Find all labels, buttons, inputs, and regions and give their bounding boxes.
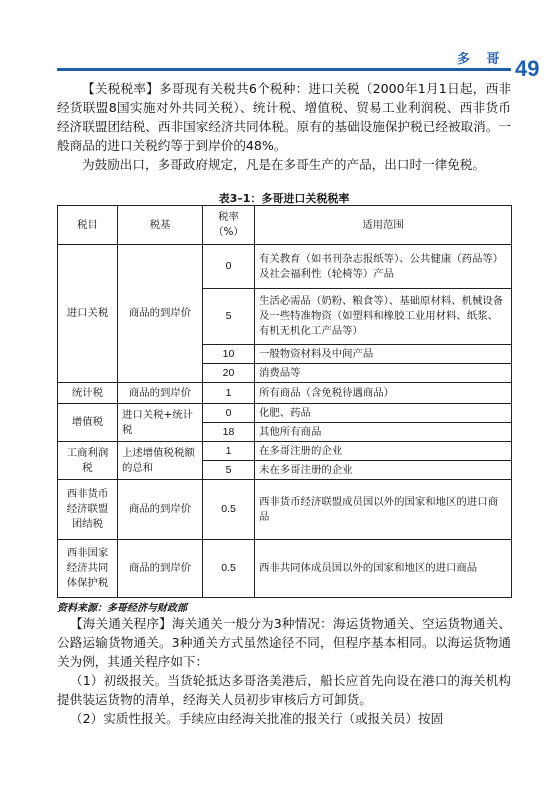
table-row	[58, 245, 512, 289]
cell-rate: 1	[203, 442, 255, 461]
cell-scope: 未在多哥注册的企业	[255, 461, 512, 480]
cell-base: 商品的到岸价	[118, 540, 203, 598]
cell-rate: 10	[203, 345, 255, 364]
page-number: 49	[515, 56, 540, 81]
cell-item: 增值税	[58, 404, 118, 442]
cell-base: 商品的到岸价	[118, 480, 203, 540]
cell-base: 商品的到岸价	[118, 383, 203, 404]
import-tax-table	[57, 205, 512, 598]
paragraph-tariff-rates: 【关税税率】多哥现有关税共6个税种：进口关税（2000年1月1日起，西非经货联盟8国实施对外共同关税）、统计税、增值税、贸易工业利润税、西非货币经济联盟团结税、西非国家经济共同体税。原有的基础设施保护税已经被取消。一般商品的进口关税约等于到岸价的48%。	[57, 81, 511, 153]
cell-rate: 0	[203, 404, 255, 423]
table-source: 资料来源：多哥经济与财政部	[57, 603, 187, 614]
cell-scope: 消费品等	[255, 364, 512, 383]
running-header-title: 多 哥	[457, 52, 506, 67]
cell-item: 统计税	[58, 383, 118, 404]
cell-rate: 18	[203, 423, 255, 442]
header-item: 税目	[58, 206, 118, 245]
cell-scope: 所有商品（含免税待遇商品）	[255, 383, 512, 404]
cell-rate: 5	[203, 461, 255, 480]
cell-scope: 西非共同体成员国以外的国家和地区的进口商品	[255, 540, 512, 598]
cell-rate: 20	[203, 364, 255, 383]
cell-item: 西非货币经济联盟团结税	[58, 480, 118, 540]
cell-item: 进口关税	[58, 245, 118, 383]
table-row	[58, 383, 512, 404]
cell-base: 进口关税+统计税	[118, 404, 203, 442]
table-caption: 表3–1：多哥进口关税税率	[218, 192, 350, 205]
table-header-row	[58, 206, 512, 245]
header-rate: 税率（%）	[203, 206, 255, 245]
cell-base: 上述增值税税额的总和	[118, 442, 203, 480]
table-row	[58, 540, 512, 598]
cell-item: 西非国家经济共同体保护税	[58, 540, 118, 598]
cell-rate: 5	[203, 289, 255, 345]
cell-scope: 其他所有商品	[255, 423, 512, 442]
cell-item: 工商利润税	[58, 442, 118, 480]
cell-scope: 西非货币经济联盟成员国以外的国家和地区的进口商品	[255, 480, 512, 540]
cell-scope: 生活必需品（奶粉、粮食等）、基础原材料、机械设备及一些特准物资（如塑料和橡胶工业用材料、纸浆、有机无机化工产品等）	[255, 289, 512, 345]
cell-scope: 一般物资材料及中间产品	[255, 345, 512, 364]
cell-rate: 1	[203, 383, 255, 404]
cell-scope: 在多哥注册的企业	[255, 442, 512, 461]
paragraph-export-exemption: 为鼓励出口，多哥政府规定，凡是在多哥生产的产品，出口时一律免税。	[82, 157, 485, 172]
table-row	[58, 404, 512, 423]
cell-rate: 0.5	[203, 480, 255, 540]
cell-scope: 化肥、药品	[255, 404, 512, 423]
cell-rate: 0.5	[203, 540, 255, 598]
table-row	[58, 480, 512, 540]
cell-rate: 0	[203, 245, 255, 289]
table-row	[58, 442, 512, 461]
cell-base: 商品的到岸价	[118, 245, 203, 383]
paragraph-substantive-declaration: （2）实质性报关。手续应由经海关批准的报关行（或报关员）按固	[70, 711, 444, 726]
header-base: 税基	[118, 206, 203, 245]
header-rule	[57, 68, 511, 71]
paragraph-customs-procedure: 【海关通关程序】海关通关一般分为3种情况：海运货物通关、空运货物通关、公路运输货物通关。3种通关方式虽然途径不同，但程序基本相同。以海运货物通关为例，其通关程序如下：	[57, 616, 511, 669]
header-scope: 适用范围	[255, 206, 512, 245]
cell-scope: 有关教育（如书刊杂志报纸等）、公共健康（药品等）及社会福利性（轮椅等）产品	[255, 245, 512, 289]
paragraph-initial-declaration: （1）初级报关。当货轮抵达多哥洛美港后，船长应首先向设在港口的海关机构提供装运货物的清单，经海关人员初步审核后方可卸货。	[57, 673, 511, 707]
